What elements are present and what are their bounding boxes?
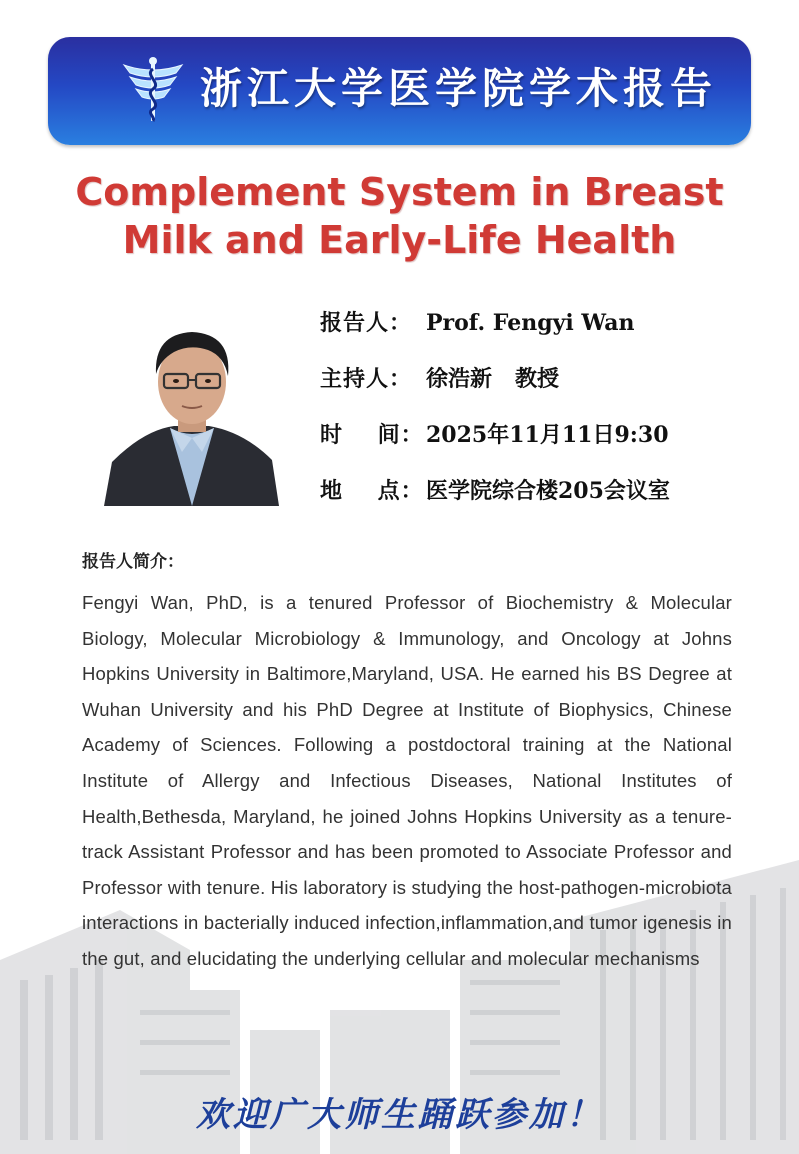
talk-title xyxy=(40,168,759,264)
welcome-slogan: 欢迎广大师生踊跃参加！ xyxy=(196,1095,603,1135)
host-label: 主持人： xyxy=(320,366,413,392)
caduceus-logo-icon xyxy=(122,55,184,127)
talk-title-line-2: Milk and Early-Life Health xyxy=(122,218,677,262)
speaker-label: 报告人： xyxy=(320,310,413,336)
time-value: 2025年11月11日9:30 xyxy=(426,422,669,448)
place-value: 医学院综合楼205会议室 xyxy=(426,478,670,504)
host-value: 徐浩新 教授 xyxy=(426,366,559,392)
speaker-row xyxy=(320,300,780,356)
speaker-photo xyxy=(104,322,279,506)
bio-text: Fengyi Wan, PhD, is a tenured Professor of Biochemistry & Molecular Biology, Molecular Microbiology & Immunology, and Oncology at Johns Hopkins University in Baltimore,Maryland, USA. He earned his BS Degree at Wuhan University and his PhD Degree at Institute of Biophysics, Chinese Academy of Sciences. Following a postdoctoral training at the National Institute of Allergy and Infectious Diseases, National Institutes of Health,Bethesda, Maryland, he joined Johns Hopkins University as a tenure-track Assistant Professor and has been promoted to Associate Professor and Professor with tenure. His laboratory is studying the host-pathogen-microbiota interactions in bacterially induced infection,inflammation,and tumor igenesis in the gut, and elucidating the underlying cellular and molecular mechanisms xyxy=(82,592,732,969)
place-label: 地 点： xyxy=(320,478,424,504)
talk-title-line-1: Complement System in Breast xyxy=(75,170,724,214)
host-row xyxy=(320,356,780,412)
place-row xyxy=(320,468,780,524)
banner-title: 浙江大学医学院学术报告 xyxy=(200,64,718,113)
header-banner xyxy=(48,37,751,145)
time-label: 时 间： xyxy=(320,422,424,448)
time-row xyxy=(320,412,780,468)
bio-heading: 报告人简介： xyxy=(82,552,184,572)
speaker-value: Prof. Fengyi Wan xyxy=(426,310,635,336)
talk-info xyxy=(320,300,780,524)
